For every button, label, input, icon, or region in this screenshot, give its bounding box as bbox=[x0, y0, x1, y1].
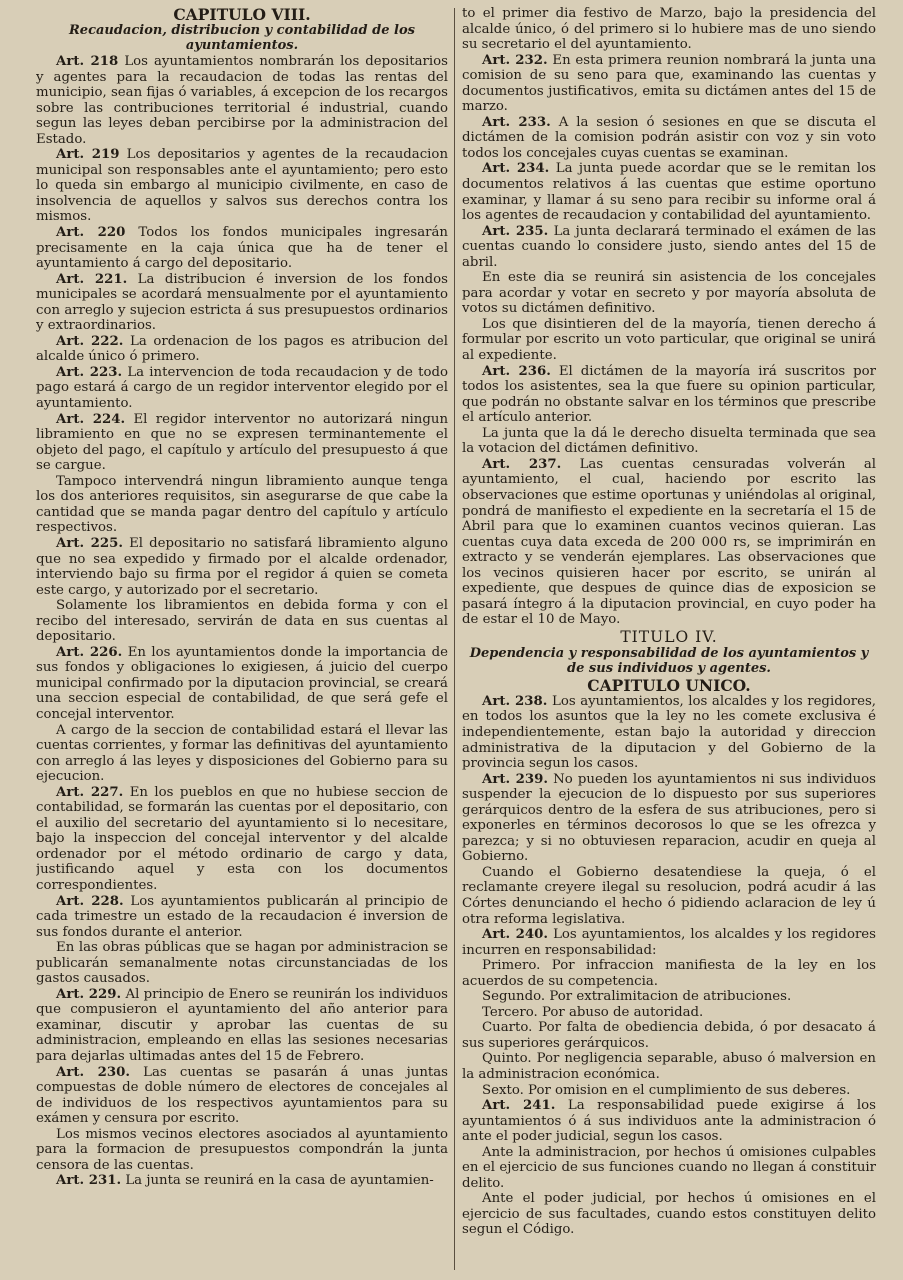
article-paragraph bbox=[462, 1083, 876, 1099]
article-paragraph bbox=[462, 927, 876, 958]
article-text: Las cuentas se pasarán á unas juntas compuestas de doble número de electores de concejales al de individuos de los respectivos ayuntamientos para su exámen y censura por escrito. bbox=[36, 1064, 448, 1127]
article-number: Art. 230. bbox=[56, 1064, 131, 1080]
article-number: Art. 225. bbox=[56, 535, 123, 551]
article-number: Art. 229. bbox=[56, 986, 122, 1002]
article-number: Art. 238. bbox=[482, 693, 548, 709]
article-paragraph bbox=[36, 54, 448, 147]
article-text: Los depositarios y agentes de la recaudacion municipal son responsables ante el ayuntamiento; pero esto lo queda sin embargo al municipio civilmente, en caso de insolvencia de aquellos y salvos sus derechos contra los mismos. bbox=[36, 147, 448, 225]
article-text: La junta que la dá le derecho disuelta terminada que sea la votacion del dictámen definitivo. bbox=[462, 425, 876, 457]
article-text: to el primer dia festivo de Marzo, bajo la presidencia del alcalde único, ó del primero si lo hubiere mas de uno siendo su secretario el del ayuntamiento. bbox=[462, 6, 876, 53]
article-text: Los ayuntamientos, los alcaldes y los regidores incurren en responsabilidad: bbox=[462, 927, 876, 958]
article-paragraph bbox=[36, 334, 448, 365]
article-paragraph bbox=[462, 1145, 876, 1192]
article-text: El depositario no satisfará libramiento alguno que no sea expedido y firmado por el alcalde ordenador, interviendo bajo su firma por el regidor á quien se cometa este cargo, y autorizado por el secretario. bbox=[36, 535, 448, 598]
article-text: Tercero. Por abuso de autoridad. bbox=[482, 1004, 704, 1020]
article-paragraph bbox=[36, 365, 448, 412]
article-text: Tampoco intervendrá ningun libramiento aunque tenga los dos anteriores requisitos, sin asegurarse de que cabe la cantidad que se manda pagar dentro del capítulo y artículo respectivos. bbox=[36, 473, 448, 536]
chapter-unico-heading: CAPITULO UNICO. bbox=[587, 675, 751, 695]
article-paragraph bbox=[462, 772, 876, 865]
article-paragraph bbox=[36, 1127, 448, 1174]
title-subtitle: Dependencia y responsabilidad de los ayuntamientos y de sus individuos y agentes. bbox=[469, 645, 869, 676]
article-number: Art. 228. bbox=[56, 893, 124, 909]
article-text: La distribucion é inversion de los fondos municipales se acordará mensualmente por el ayuntamiento con arreglo y sujecion estricta á sus presupuestos ordinarios y extraordinarios. bbox=[36, 271, 448, 334]
article-paragraph bbox=[462, 1005, 876, 1021]
article-paragraph bbox=[36, 272, 448, 334]
article-paragraph bbox=[462, 317, 876, 364]
article-text: A la sesion ó sesiones en que se discuta el dictámen de la comision podrán asistir con voz y sin voto todos los concejales cuyas cuentas se examinan. bbox=[462, 114, 876, 161]
article-number: Art. 237. bbox=[482, 456, 562, 472]
article-paragraph bbox=[36, 785, 448, 894]
article-paragraph bbox=[36, 940, 448, 987]
article-text: Solamente los libramientos en debida forma y con el recibo del interesado, servirán de data en sus cuentas al depositario. bbox=[36, 598, 448, 645]
chapter-heading: CAPITULO VIII. bbox=[173, 6, 311, 24]
article-text: Los ayuntamientos, los alcaldes y los regidores, en todos los asuntos que la ley no les comete exclusiva é independientemente, estan bajo la autoridad y direccion administrativa de la diputacion y del Gobierno de la provincia segun los casos. bbox=[462, 693, 876, 772]
chapter-subtitle: Recaudacion, distribucion y contabilidad de los ayuntamientos. bbox=[69, 23, 415, 53]
article-paragraph bbox=[462, 457, 876, 628]
article-paragraph bbox=[462, 989, 876, 1005]
article-paragraph bbox=[462, 6, 876, 53]
article-text: A cargo de la seccion de contabilidad estará el llevar las cuentas corrientes, y formar las definitivas del ayuntamiento con arreglo á las leyes y disposiciones del Gobierno para su ejecucion. bbox=[36, 722, 448, 785]
right-column bbox=[462, 6, 876, 1276]
article-text: Ante el poder judicial, por hechos ú omisiones en el ejercicio de sus facultades, cuando estos constituyen delito segun el Código. bbox=[462, 1191, 876, 1238]
article-text: La ordenacion de los pagos es atribucion del alcalde único ó primero. bbox=[36, 333, 448, 365]
article-paragraph bbox=[462, 958, 876, 989]
article-paragraph bbox=[462, 270, 876, 317]
article-text: En esta primera reunion nombrará la junta una comision de su seno para que, examinando las cuentas y documentos justificativos, emita su dictámen antes del 15 de marzo. bbox=[462, 52, 876, 115]
article-paragraph bbox=[462, 224, 876, 271]
title-heading: TITULO IV. bbox=[620, 627, 718, 646]
article-text: El regidor interventor no autorizará ningun libramiento en que no se expresen terminantemente el objeto del pago, el capítulo y artículo del presupuesto á que se cargue. bbox=[36, 411, 448, 474]
left-column bbox=[36, 6, 448, 1276]
article-paragraph bbox=[36, 147, 448, 225]
article-number: Art. 222. bbox=[56, 333, 124, 349]
article-text: Ante la administracion, por hechos ú omisiones culpables en el ejercicio de sus funciones cuando no llegan á constituir delito. bbox=[462, 1144, 876, 1191]
article-paragraph bbox=[462, 1191, 876, 1238]
article-number: Art. 221. bbox=[56, 271, 128, 287]
article-number: Art. 231. bbox=[56, 1173, 122, 1189]
article-paragraph bbox=[36, 598, 448, 645]
article-text: En este dia se reunirá sin asistencia de los concejales para acordar y votar en secreto y por mayoría absoluta de votos su dictámen definitivo. bbox=[462, 270, 876, 317]
column-divider bbox=[454, 8, 455, 1270]
article-text: Todos los fondos municipales ingresarán precisamente en la caja única que ha de tener el ayuntamiento á cargo del depositario. bbox=[36, 225, 448, 272]
article-paragraph bbox=[36, 645, 448, 723]
article-paragraph bbox=[36, 225, 448, 272]
article-paragraph bbox=[36, 723, 448, 785]
article-number: Art. 239. bbox=[482, 771, 548, 787]
article-number: Art. 241. bbox=[482, 1098, 556, 1114]
article-text: Los que disintieren del de la mayoría, tienen derecho á formular por escrito un voto particular, que original se unirá al expediente. bbox=[462, 316, 876, 364]
article-text: Los ayuntamientos nombrarán los depositarios y agentes para la recaudacion de todas las rentas del municipio, sean fijas ó variables, á excepcion de los recargos sobre las contribuciones territorial é industrial, cuando segun las leyes deban percibirse por la administracion del Estado. bbox=[36, 54, 448, 147]
article-text: Al principio de Enero se reunirán los individuos que compusieron el ayuntamiento del año anterior para examinar, discutir y aprobar las cuentas de su administracion, empleando en ellas las sesiones necesarias para dejarlas ultimadas antes del 15 de Febrero. bbox=[36, 986, 448, 1064]
article-text: El dictámen de la mayoría irá suscritos por todos los asistentes, sea la que fuere su opinion particular, que podrán no obstante salvar en los términos que prescribe el artículo anterior. bbox=[462, 363, 876, 426]
article-text: Cuarto. Por falta de obediencia debida, ó por desacato á sus superiores gerárquicos. bbox=[462, 1020, 876, 1051]
article-paragraph bbox=[462, 115, 876, 162]
article-number: Art. 232. bbox=[482, 52, 548, 68]
article-paragraph bbox=[36, 987, 448, 1065]
article-text: La junta se reunirá en la casa de ayuntamien- bbox=[125, 1173, 434, 1189]
article-text: Primero. Por infraccion manifiesta de la ley en los acuerdos de su competencia. bbox=[462, 958, 876, 989]
article-text: La junta puede acordar que se le remitan los documentos relativos á las cuentas que estime oportuno examinar, y llamar á su seno para recibir su informe oral á los agentes de recaudacion y contabilidad del ayuntamiento. bbox=[462, 161, 876, 224]
right-bottom-paragraphs bbox=[462, 694, 876, 1238]
article-text: Los mismos vecinos electores asociados al ayuntamiento para la formacion de presupuestos compondrán la junta censora de las cuentas. bbox=[36, 1126, 448, 1173]
article-text: Los ayuntamientos publicarán al principio de cada trimestre un estado de la recaudacion é inversion de sus fondos durante el anterior. bbox=[36, 893, 448, 940]
article-paragraph bbox=[36, 412, 448, 474]
article-text: La responsabilidad puede exigirse á los ayuntamientos ó á sus individuos ante la administracion ó ante el poder judicial, segun los casos. bbox=[462, 1098, 876, 1145]
article-text: La junta declarará terminado el exámen de las cuentas cuando lo considere justo, siendo antes del 15 de abril. bbox=[462, 223, 876, 270]
left-paragraphs bbox=[36, 54, 448, 1189]
article-number: Art. 224. bbox=[56, 411, 126, 427]
article-text: Sexto. Por omision en el cumplimiento de sus deberes. bbox=[482, 1082, 851, 1098]
article-number: Art. 234. bbox=[482, 161, 550, 177]
article-number: Art. 227. bbox=[56, 784, 124, 800]
article-number: Art. 240. bbox=[482, 927, 548, 943]
article-paragraph bbox=[36, 1173, 448, 1189]
article-number: Art. 233. bbox=[482, 114, 551, 130]
article-number: Art. 236. bbox=[482, 363, 551, 379]
article-paragraph bbox=[462, 1051, 876, 1082]
right-top-paragraphs bbox=[462, 6, 876, 628]
article-text: En las obras públicas que se hagan por administracion se publicarán semanalmente notas circunstanciadas de los gastos causados. bbox=[36, 940, 448, 987]
article-paragraph bbox=[462, 1020, 876, 1051]
article-text: Segundo. Por extralimitacion de atribuciones. bbox=[482, 989, 792, 1005]
article-paragraph bbox=[36, 894, 448, 941]
article-text: En los ayuntamientos donde la importancia de sus fondos y obligaciones lo exigiesen, á juicio del cuerpo municipal confirmado por la diputacion provincial, se creará una seccion especial de contabilidad, de que será gefe el concejal interventor. bbox=[36, 644, 448, 722]
article-paragraph bbox=[462, 1098, 876, 1145]
article-text: La intervencion de toda recaudacion y de todo pago estará á cargo de un regidor interventor elegido por el ayuntamiento. bbox=[36, 364, 448, 412]
article-paragraph bbox=[36, 474, 448, 536]
article-number: Art. 219 bbox=[56, 147, 120, 163]
article-text: Cuando el Gobierno desatendiese la queja, ó el reclamante creyere ilegal su resolucion, podrá acudir á las Córtes denunciando el hecho ó pidiendo aclaracion de ley ú otra reforma legislativa. bbox=[462, 864, 876, 927]
article-paragraph bbox=[462, 53, 876, 115]
article-paragraph bbox=[462, 161, 876, 223]
article-paragraph bbox=[36, 1065, 448, 1127]
article-paragraph bbox=[462, 694, 876, 772]
article-number: Art. 220 bbox=[56, 225, 126, 241]
article-number: Art. 226. bbox=[56, 644, 123, 660]
article-number: Art. 235. bbox=[482, 223, 549, 239]
article-paragraph bbox=[462, 865, 876, 927]
article-number: Art. 218 bbox=[56, 54, 119, 69]
article-paragraph bbox=[462, 364, 876, 426]
article-text: Quinto. Por negligencia separable, abuso ó malversion en la administracion económica. bbox=[462, 1051, 876, 1082]
article-text: No pueden los ayuntamientos ni sus individuos suspender la ejecucion de lo dispuesto por sus superiores gerárquicos dentro de la esfera de sus atribuciones, pero si exponerles en términos decorosos lo que se les ofrezca y parezca; y si no obtuviesen reparacion, acudir en queja al Gobierno. bbox=[462, 771, 876, 865]
article-paragraph bbox=[462, 426, 876, 457]
article-text: En los pueblos en que no hubiese seccion de contabilidad, se formarán las cuentas por el depositario, con el auxilio del secretario del ayuntamiento si lo necesitare, bajo la inspeccion del concejal interventor y del alcalde ordenador por el método ordinario de cargo y data, justificando aquel y esta con los documentos correspondientes. bbox=[36, 784, 448, 893]
article-text: Las cuentas censuradas volverán al ayuntamiento, el cual, haciendo por escrito las observaciones que estime oportunas y uniéndolas al original, pondrá de manifiesto el expediente en la secretaría el 15 de Abril para que lo examinen cuantos vecinos quieran. Las cuentas cuya data exceda de 200 000 rs, se imprimirán en extracto y se venderán ejemplares. Las observaciones que los vecinos quisieren hacer por escrito, se unirán al expediente, que despues de quince dias de exposicion se pasará íntegro á la diputacion provincial, en cuyo poder ha de estar el 10 de Mayo. bbox=[462, 456, 876, 628]
article-paragraph bbox=[36, 536, 448, 598]
article-number: Art. 223. bbox=[56, 364, 123, 380]
